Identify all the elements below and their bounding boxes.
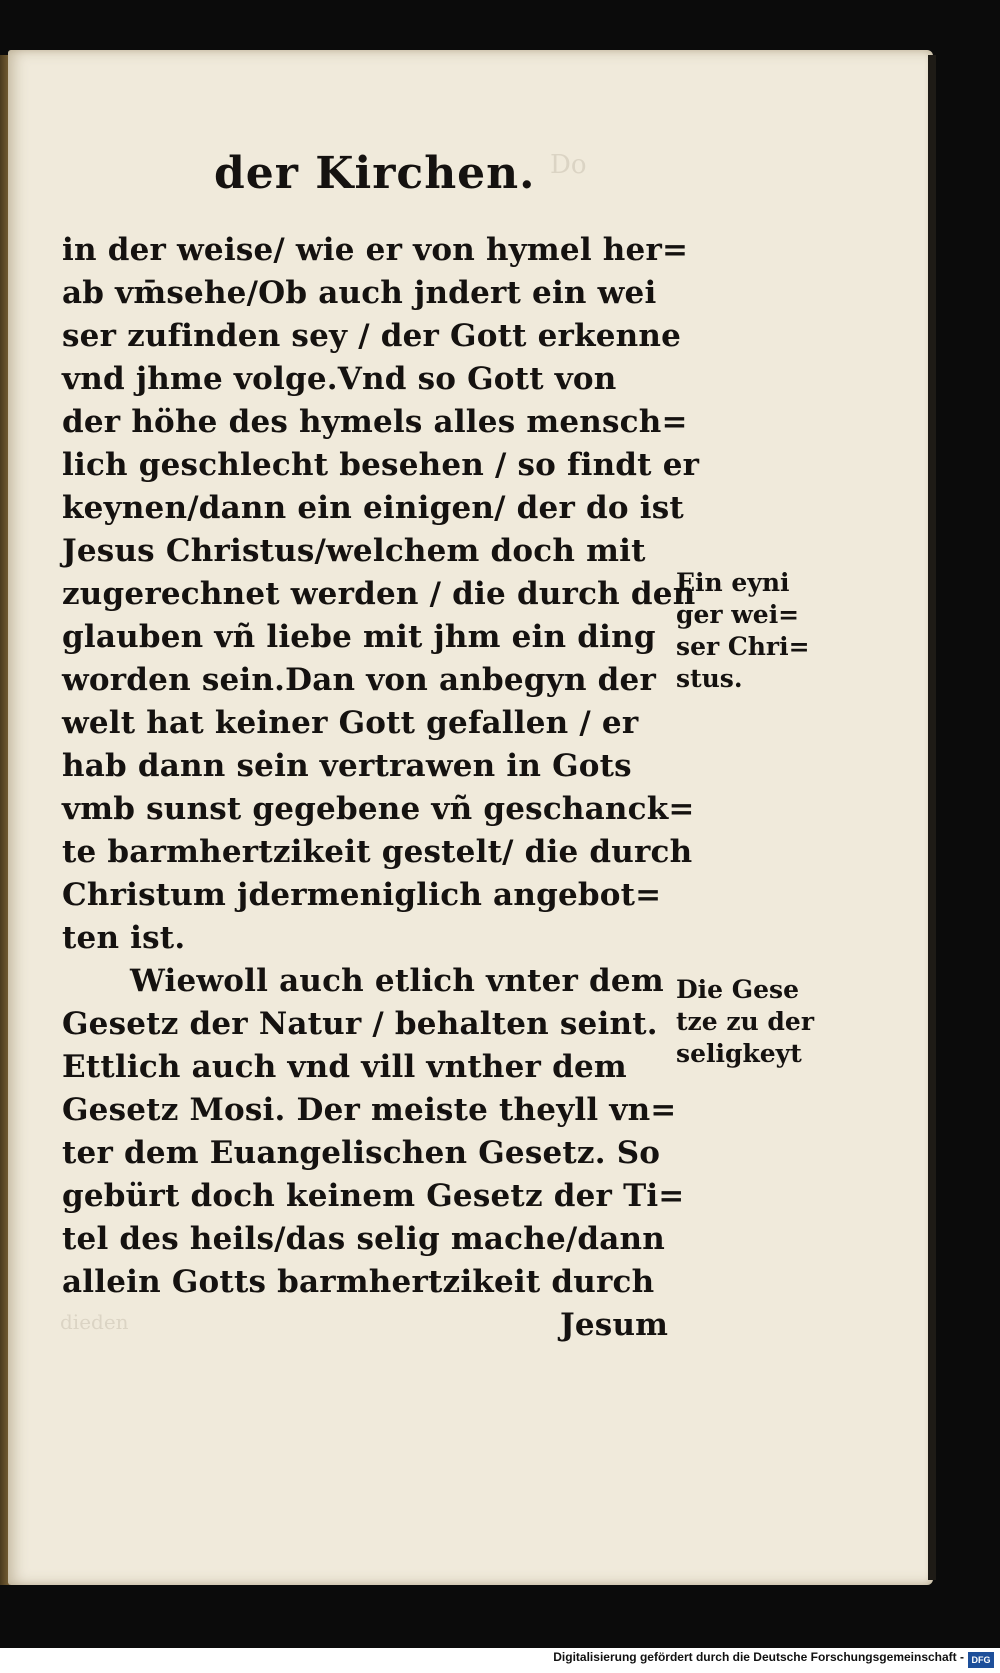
text-line: ter dem Euangelischen Gesetz. So xyxy=(62,1135,661,1171)
text-line: Christum jdermeniglich angebot= xyxy=(62,877,662,913)
page-edge-shadow xyxy=(928,55,936,1580)
footer-bar xyxy=(0,1648,1000,1673)
funding-credit: Digitalisierung gefördert durch die Deutsche Forschungsgemeinschaft - xyxy=(553,1650,964,1664)
text-line: ten ist. xyxy=(62,920,186,956)
text-line: Ettlich auch vnd vill vnther dem xyxy=(62,1049,627,1085)
marginal-note-line: stus. xyxy=(676,664,743,693)
catchword: Jesum xyxy=(560,1307,669,1343)
marginal-note-line: Ein eyni xyxy=(676,568,790,597)
text-line: zugerechnet werden / die durch den xyxy=(62,576,696,612)
show-through-ink: dieden xyxy=(60,1310,129,1334)
text-line: der höhe des hymels alles mensch= xyxy=(62,404,688,440)
text-line: gebürt doch keinem Gesetz der Ti= xyxy=(62,1178,685,1214)
text-line: tel des heils/das selig mache/dann xyxy=(62,1221,666,1257)
text-line: allein Gotts barmhertzikeit durch xyxy=(62,1264,655,1300)
text-line: worden sein.Dan von anbegyn der xyxy=(62,662,657,698)
text-line: welt hat keiner Gott gefallen / er xyxy=(62,705,639,741)
text-line: Jesus Christus/welchem doch mit xyxy=(62,533,646,569)
show-through-ink: Do xyxy=(550,150,587,180)
text-line: in der weise/ wie er von hymel her= xyxy=(62,232,689,268)
marginal-note-line: ger wei= xyxy=(676,600,800,629)
text-line: Gesetz Mosi. Der meiste theyll vn= xyxy=(62,1092,677,1128)
text-line: ser zufinden sey / der Gott erkenne xyxy=(62,318,682,354)
text-line: ab vm̄sehe/Ob auch jndert ein wei xyxy=(62,275,657,311)
text-line: glauben vñ liebe mit jhm ein ding xyxy=(62,619,656,655)
text-line: hab dann sein vertrawen in Gots xyxy=(62,748,632,784)
text-line: Gesetz der Natur / behalten seint. xyxy=(62,1006,658,1042)
text-line: vnd jhme volge.Vnd so Gott von xyxy=(62,361,617,397)
marginal-note-line: tze zu der xyxy=(676,1007,814,1036)
marginal-note-line: Die Gese xyxy=(676,975,800,1004)
dfg-logo: DFG xyxy=(968,1652,994,1668)
running-head: der Kirchen. xyxy=(214,148,536,199)
text-line: keynen/dann ein einigen/ der do ist xyxy=(62,490,684,526)
text-line: lich geschlecht besehen / so findt er xyxy=(62,447,700,483)
marginal-note-line: ser Chri= xyxy=(676,632,810,661)
text-line: te barmhertzikeit gestelt/ die durch xyxy=(62,834,693,870)
text-line: Wiewoll auch etlich vnter dem xyxy=(130,963,664,999)
text-line: vmb sunst gegebene vñ geschanck= xyxy=(62,791,695,827)
marginal-note-line: seligkeyt xyxy=(676,1039,802,1068)
